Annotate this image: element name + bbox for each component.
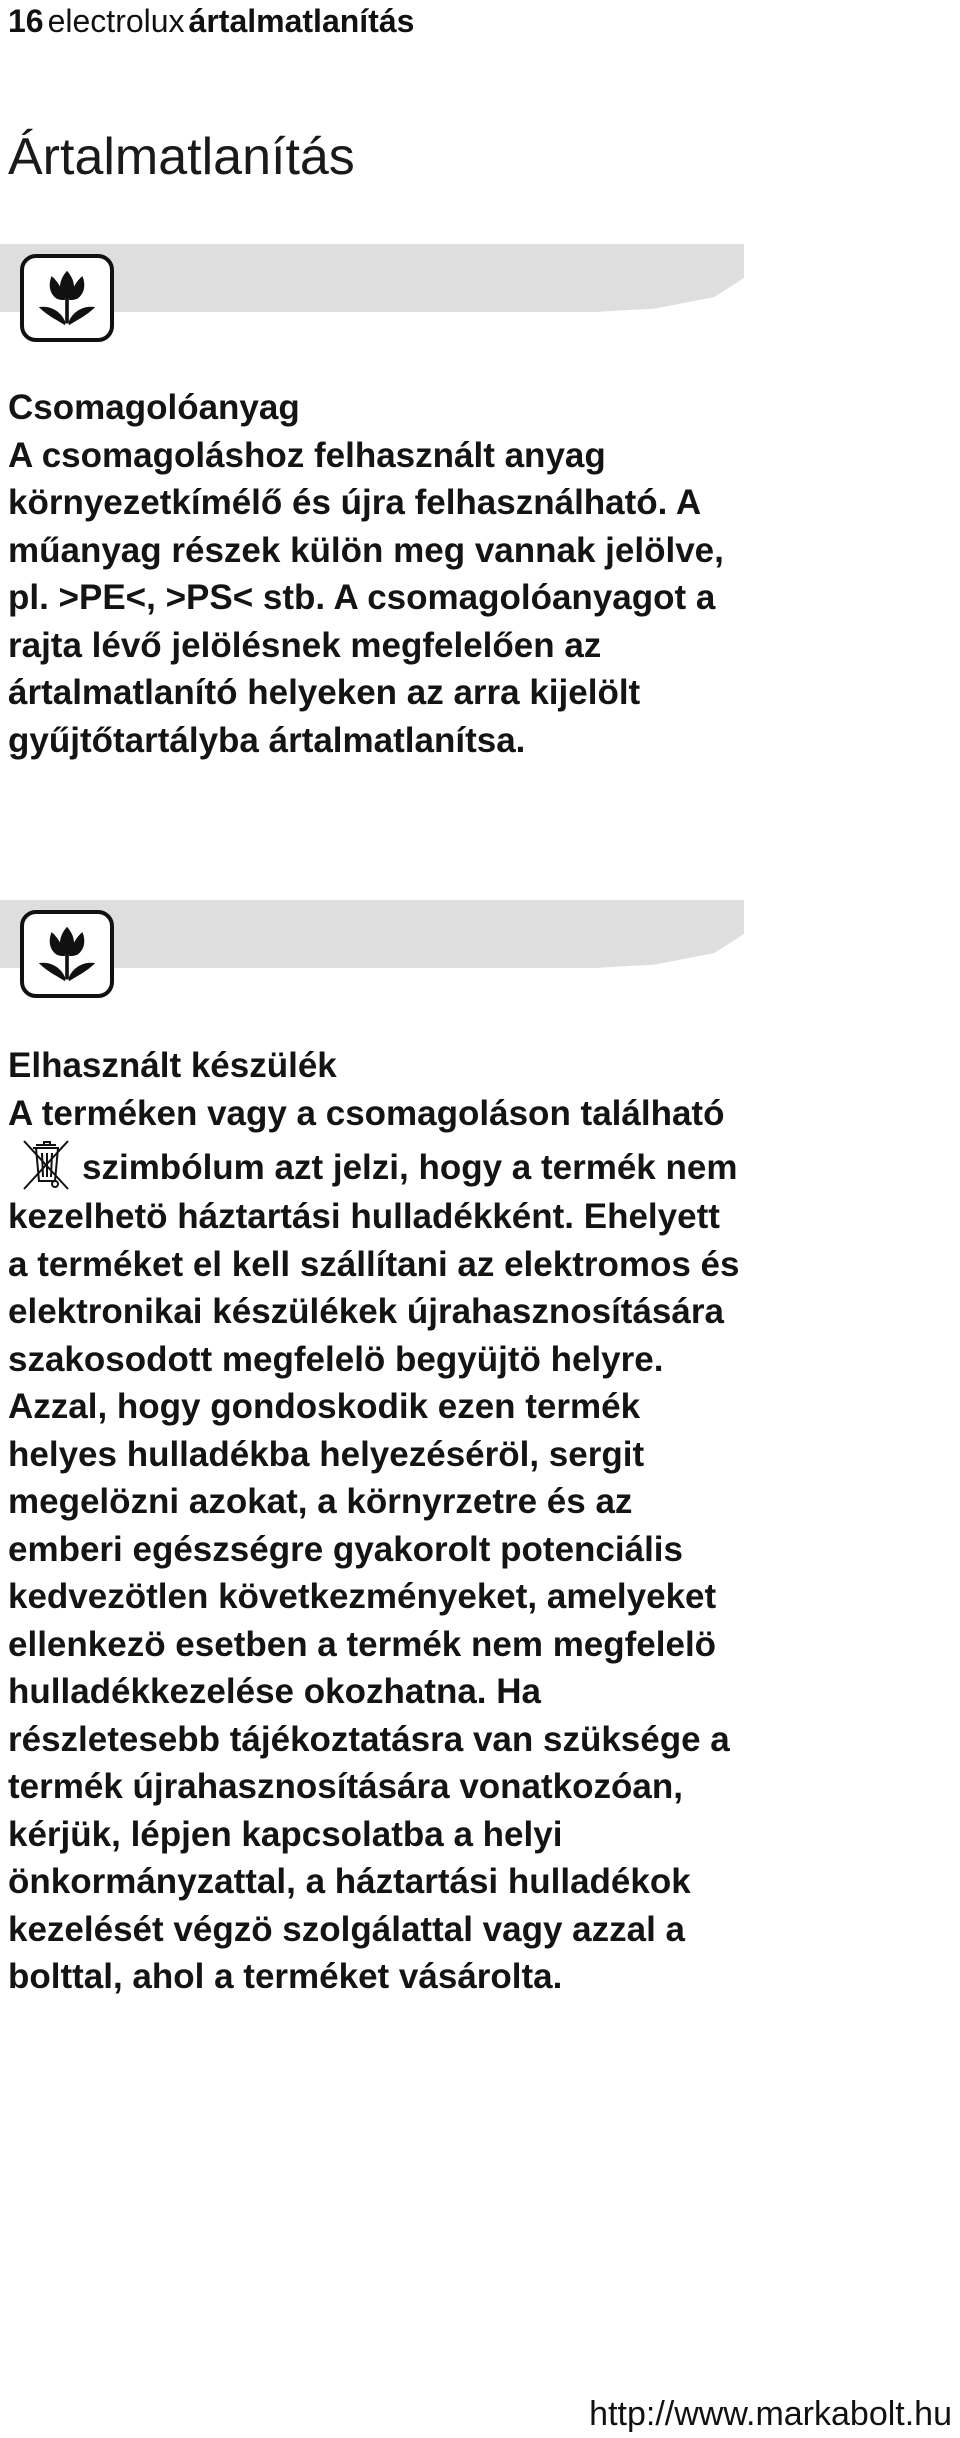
tulip-environment-icon	[20, 254, 114, 342]
appliance-body-before-symbol: A terméken vagy a csomagoláson található	[8, 1093, 725, 1133]
appliance-body	[8, 1090, 748, 2001]
packaging-body: A csomagoláshoz felhasznált anyag környezetkímélő és újra felhasználható. A műanyag részek külön meg vannak jelölve, pl. >PE<, >PS< stb. A csomagolóanyagot a rajta lévő jelölésnek megfelelően az ártalmatlanító helyeken az arra kijelölt gyűjtőtartályba ártalmatlanítsa.	[8, 435, 724, 760]
packaging-section	[8, 384, 748, 764]
packaging-heading: Csomagolóanyag	[8, 388, 300, 427]
brand-name: electrolux	[47, 3, 185, 39]
tulip-environment-icon	[20, 910, 114, 998]
page-header	[8, 2, 414, 40]
footer-url: http://www.markabolt.hu	[589, 2395, 952, 2433]
appliance-heading: Elhasznált készülék	[8, 1046, 337, 1085]
appliance-section	[8, 1042, 748, 2001]
crossed-out-wheelie-bin-icon	[20, 1137, 72, 1193]
page-title: Ártalmatlanítás	[8, 127, 355, 186]
page-number: 16	[8, 3, 44, 39]
header-section-name: ártalmatlanítás	[188, 3, 415, 39]
appliance-body-after-symbol: szimbólum azt jelzi, hogy a termék nem kezelhetö háztartási hulladékként. Ehelyett a terméket el kell szállítani az elektromos és elektronikai készülékek újrahasznosítására szakosodott megfelelö begyüjtö helyre. Azzal, hogy gondoskodik ezen termék helyes hulladékba helyezéséröl, sergit megelözni azokat, a környrzetre és az emberi egészségre gyakorolt potenciális kedvezötlen következményeket, amelyeket ellenkezö esetben a termék nem megfelelö hulladékkezelése okozhatna. Ha részletesebb tájékoztatásra van szüksége a termék újrahasznosítására vonatkozóan, kérjük, lépjen kapcsolatba a helyi önkormányzattal, a háztartási hulladékok kezelését végzö szolgálattal vagy azzal a bolttal, ahol a terméket vásárolta.	[8, 1148, 740, 1996]
